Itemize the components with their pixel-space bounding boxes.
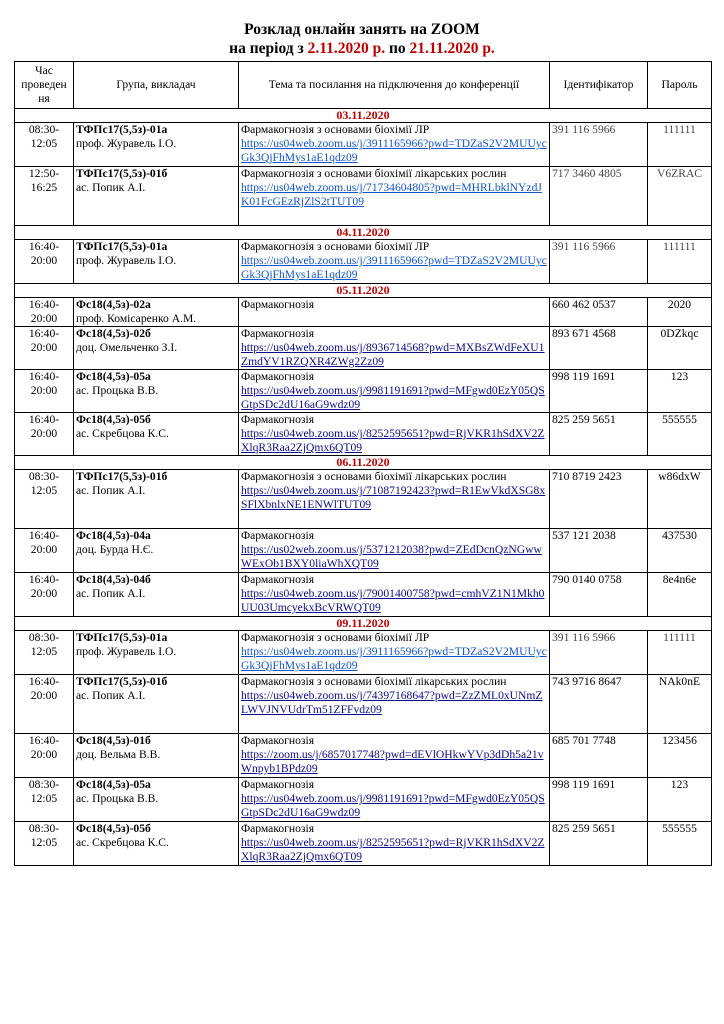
password-cell: V6ZRAC [648,167,712,226]
time-cell: 16:40- 20:00 [15,734,74,778]
zoom-link[interactable]: https://us04web.zoom.us/j/74397168647?pwd=ZzZML0xUNmZLWVJNVUdrTm51ZFFvdz09 [241,689,543,716]
table-row [15,413,712,456]
password-cell: 123 [648,778,712,822]
group-code: Фс18(4,5з)-04б [76,573,151,586]
time-cell: 16:40- 20:00 [15,327,74,370]
time-cell: 08:30- 12:05 [15,778,74,822]
group-code: Фс18(4,5з)-02а [76,298,151,311]
topic-text: Фармакогнозія з основами біохімії ЛР [241,240,430,253]
topic-text: Фармакогнозія [241,734,315,747]
topic-text: Фармакогнозія з основами біохімії лікарських рослин [241,675,507,688]
topic-text: Фармакогнозія [241,298,315,311]
password-cell: 437530 [648,529,712,573]
password-cell: 111111 [648,123,712,167]
title-line-2 [0,39,724,58]
topic-text: Фармакогнозія [241,778,315,791]
topic-cell [239,298,550,327]
meeting-id-cell: 710 8719 2423 [550,470,648,529]
document-title [0,20,724,58]
table-row [15,167,712,226]
group-code: Фс18(4,5з)-02б [76,327,151,340]
title-line-1: Розклад онлайн занять на ZOOM [244,21,480,38]
zoom-link[interactable]: https://us04web.zoom.us/j/8252595651?pwd=RjVKR1hSdXV2ZXlqR3Raa2ZjQmx6QT09 [241,836,545,863]
topic-cell [239,573,550,617]
date-label: 03.11.2020 [15,109,712,123]
meeting-id-cell: 391 116 5966 [550,631,648,675]
topic-text: Фармакогнозія [241,573,315,586]
table-row [15,240,712,284]
password-cell: NAk0nE [648,675,712,734]
teacher-name: проф. Журавель І.О. [76,254,177,267]
password-cell: 555555 [648,413,712,456]
password-cell: 8e4n6e [648,573,712,617]
time-cell: 16:40- 20:00 [15,298,74,327]
topic-text: Фармакогнозія з основами біохімії лікарських рослин [241,167,507,180]
group-cell [74,631,239,675]
table-row [15,370,712,413]
group-cell [74,123,239,167]
topic-cell [239,413,550,456]
topic-text: Фармакогнозія [241,327,315,340]
topic-text: Фармакогнозія [241,822,315,835]
group-code: Фс18(4,5з)-04а [76,529,151,542]
password-cell: 2020 [648,298,712,327]
table-row [15,631,712,675]
date-to: 21.11.2020 р. [409,40,495,57]
teacher-name: проф. Комісаренко А.М. [76,312,197,325]
group-code: ТФПс17(5,5з)-01а [76,240,168,253]
title-mid: по [385,40,410,57]
teacher-name: ас. Скребцова К.С. [76,836,169,849]
teacher-name: ас. Попик А.І. [76,587,146,600]
meeting-id-cell: 825 259 5651 [550,413,648,456]
date-label: 09.11.2020 [15,617,712,631]
group-cell [74,167,239,226]
time-cell: 08:30- 12:05 [15,822,74,866]
zoom-link[interactable]: https://us04web.zoom.us/j/3911165966?pwd=TDZaS2V2MUUycGk3QjFhMys1aE1qdz09 [241,645,547,672]
time-cell: 16:40- 20:00 [15,240,74,284]
time-cell: 08:30- 12:05 [15,631,74,675]
group-cell [74,240,239,284]
group-code: ТФПс17(5,5з)-01а [76,123,168,136]
col-time: Час проведен ня [15,62,74,109]
table-row [15,470,712,529]
group-code: ТФПс17(5,5з)-01б [76,675,168,688]
teacher-name: проф. Журавель І.О. [76,645,177,658]
time-cell: 12:50- 16:25 [15,167,74,226]
password-cell: w86dxW [648,470,712,529]
meeting-id-cell: 391 116 5966 [550,123,648,167]
group-code: Фс18(4,5з)-05а [76,778,151,791]
topic-cell [239,778,550,822]
date-from: 2.11.2020 р. [307,40,386,57]
group-cell [74,413,239,456]
time-cell: 16:40- 20:00 [15,413,74,456]
meeting-id-cell: 790 0140 0758 [550,573,648,617]
meeting-id-cell: 998 119 1691 [550,778,648,822]
zoom-link[interactable]: https://us02web.zoom.us/j/5371212038?pwd=ZEdDcnQzNGwwWExOb1BXY0liaWhXQT09 [241,543,542,570]
meeting-id-cell: 717 3460 4805 [550,167,648,226]
group-cell [74,822,239,866]
group-cell [74,675,239,734]
table-row [15,675,712,734]
group-code: Фс18(4,5з)-01б [76,734,151,747]
zoom-link[interactable]: https://zoom.us/j/6857017748?pwd=dEVlOHkwYVp3dDh5a21vWnpyb1BPdz09 [241,748,544,775]
date-label: 04.11.2020 [15,226,712,240]
password-cell: 123456 [648,734,712,778]
table-row [15,778,712,822]
table-row [15,529,712,573]
group-code: Фс18(4,5з)-05б [76,822,151,835]
topic-cell [239,327,550,370]
group-cell [74,529,239,573]
group-code: ТФПс17(5,5з)-01а [76,631,168,644]
zoom-link[interactable]: https://us04web.zoom.us/j/79001400758?pwd=cmhVZ1N1Mkh0UU03UmcyekxBcVRWQT09 [241,587,545,614]
group-cell [74,573,239,617]
date-row [15,617,712,631]
topic-text: Фармакогнозія [241,529,315,542]
zoom-link[interactable]: https://us04web.zoom.us/j/71734604805?pwd=MHRLbklNYzdJK01FcGEzRjZlS2tTUT09 [241,181,542,208]
zoom-link[interactable]: https://us04web.zoom.us/j/3911165966?pwd=TDZaS2V2MUUycGk3QjFhMys1aE1qdz09 [241,137,547,164]
meeting-id-cell: 391 116 5966 [550,240,648,284]
teacher-name: ас. Попик А.І. [76,689,146,702]
topic-cell [239,675,550,734]
meeting-id-cell: 998 119 1691 [550,370,648,413]
password-cell: 0DZkqc [648,327,712,370]
topic-cell [239,631,550,675]
topic-cell [239,167,550,226]
zoom-link[interactable]: https://us04web.zoom.us/j/71087192423?pwd=R1EwVkdXSG8xSFlXbnlxNE1ENWlTUT09 [241,484,546,511]
time-cell: 08:30- 12:05 [15,470,74,529]
teacher-name: ас. Скребцова К.С. [76,427,169,440]
zoom-link[interactable]: https://us04web.zoom.us/j/9981191691?pwd=MFgwd0EzY05QSGtpSDc2dU16aG9wdz09 [241,792,545,819]
zoom-link[interactable]: https://us04web.zoom.us/j/3911165966?pwd=TDZaS2V2MUUycGk3QjFhMys1aE1qdz09 [241,254,547,281]
table-row [15,734,712,778]
zoom-link[interactable]: https://us04web.zoom.us/j/9981191691?pwd=MFgwd0EzY05QSGtpSDc2dU16aG9wdz09 [241,384,545,411]
topic-text: Фармакогнозія з основами біохімії ЛР [241,631,430,644]
topic-text: Фармакогнозія [241,370,315,383]
group-code: ТФПс17(5,5з)-01б [76,167,168,180]
topic-text: Фармакогнозія [241,413,315,426]
table-row [15,327,712,370]
topic-cell [239,123,550,167]
teacher-name: проф. Журавель І.О. [76,137,177,150]
topic-cell [239,529,550,573]
password-cell: 111111 [648,240,712,284]
time-cell: 16:40- 20:00 [15,675,74,734]
topic-cell [239,240,550,284]
password-cell: 555555 [648,822,712,866]
table-row [15,573,712,617]
date-row [15,284,712,298]
password-cell: 111111 [648,631,712,675]
meeting-id-cell: 893 671 4568 [550,327,648,370]
date-row [15,109,712,123]
teacher-name: ас. Процька В.В. [76,792,159,805]
teacher-name: ас. Процька В.В. [76,384,159,397]
group-cell [74,327,239,370]
meeting-id-cell: 660 462 0537 [550,298,648,327]
col-group: Група, викладач [74,62,239,109]
topic-text: Фармакогнозія з основами біохімії лікарських рослин [241,470,507,483]
group-code: ТФПс17(5,5з)-01б [76,470,168,483]
group-code: Фс18(4,5з)-05б [76,413,151,426]
meeting-id-cell: 685 701 7748 [550,734,648,778]
teacher-name: доц. Омельченко З.І. [76,341,178,354]
teacher-name: ас. Попик А.І. [76,484,146,497]
date-label: 05.11.2020 [15,284,712,298]
schedule-table [14,61,712,866]
date-row [15,226,712,240]
teacher-name: доц. Вельма В.В. [76,748,161,761]
meeting-id-cell: 743 9716 8647 [550,675,648,734]
date-label: 06.11.2020 [15,456,712,470]
zoom-link[interactable]: https://us04web.zoom.us/j/8936714568?pwd=MXBsZWdFeXU1ZmdYV1RZQXR4ZWg2Zz09 [241,341,545,368]
teacher-name: доц. Бурда Н.Є. [76,543,154,556]
topic-cell [239,734,550,778]
topic-cell [239,470,550,529]
time-cell: 16:40- 20:00 [15,529,74,573]
time-cell: 16:40- 20:00 [15,573,74,617]
topic-cell [239,822,550,866]
group-cell [74,298,239,327]
meeting-id-cell: 825 259 5651 [550,822,648,866]
zoom-link[interactable]: https://us04web.zoom.us/j/8252595651?pwd=RjVKR1hSdXV2ZXlqR3Raa2ZjQmx6QT09 [241,427,545,454]
date-row [15,456,712,470]
topic-text: Фармакогнозія з основами біохімії ЛР [241,123,430,136]
time-cell: 16:40- 20:00 [15,370,74,413]
title-prefix: на період з [229,40,308,57]
group-cell [74,778,239,822]
group-cell [74,734,239,778]
table-row [15,123,712,167]
table-row [15,298,712,327]
header-row [15,62,712,109]
time-cell: 08:30- 12:05 [15,123,74,167]
col-id: Ідентифікатор [550,62,648,109]
col-topic: Тема та посилання на підключення до конференції [239,62,550,109]
group-cell [74,370,239,413]
group-cell [74,470,239,529]
topic-cell [239,370,550,413]
table-row [15,822,712,866]
password-cell: 123 [648,370,712,413]
col-password: Пароль [648,62,712,109]
teacher-name: ас. Попик А.І. [76,181,146,194]
meeting-id-cell: 537 121 2038 [550,529,648,573]
group-code: Фс18(4,5з)-05а [76,370,151,383]
